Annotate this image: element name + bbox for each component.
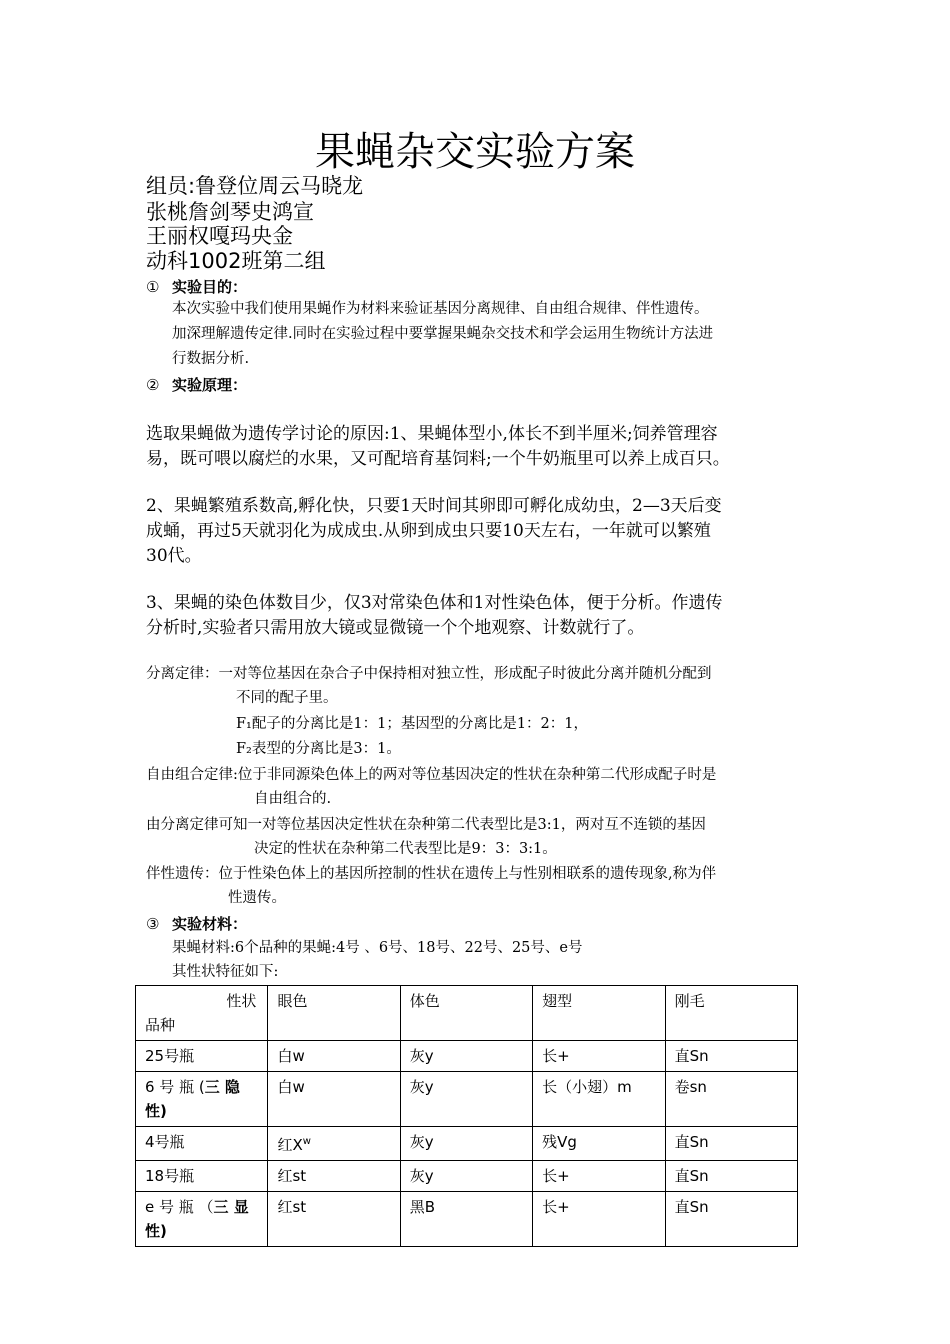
section-heading-materials bbox=[146, 913, 247, 935]
eye-color-cell: 红st bbox=[268, 1192, 400, 1247]
body-color-cell: 灰y bbox=[400, 1072, 532, 1127]
bristle-cell: 卷sn bbox=[665, 1072, 797, 1127]
trait-table bbox=[135, 985, 798, 1247]
eye-color-cell: 红st bbox=[268, 1161, 400, 1192]
section-heading-text: 实验原理： bbox=[172, 376, 248, 394]
document-title: 果蝇杂交实验方案 bbox=[315, 129, 635, 175]
variety-note: 三 显 bbox=[213, 1198, 249, 1216]
law-line: 性遗传。 bbox=[228, 890, 286, 906]
bristle-cell: 直Sn bbox=[665, 1161, 797, 1192]
paragraph-line: 分析时,实验者只需用放大镜或显微镜一个个地观察、计数就行了。 bbox=[146, 618, 645, 638]
column-header: 刚毛 bbox=[665, 986, 797, 1041]
variety-cell bbox=[136, 1072, 268, 1127]
wing-type-cell: 长+ bbox=[533, 1192, 665, 1247]
column-header: 体色 bbox=[400, 986, 532, 1041]
section-heading-principle bbox=[146, 374, 247, 396]
law-line: F₂表型的分离比是3：1。 bbox=[236, 741, 401, 757]
eye-color-cell: 白w bbox=[268, 1041, 400, 1072]
body-color-cell: 灰y bbox=[400, 1127, 532, 1161]
variety-cell bbox=[136, 1192, 268, 1247]
variety-cell: 18号瓶 bbox=[136, 1161, 268, 1192]
eye-color-cell bbox=[268, 1127, 400, 1161]
paragraph-line: 选取果蝇做为遗传学讨论的原因:1、果蝇体型小,体长不到半厘米;饲养管理容 bbox=[146, 424, 718, 444]
paragraph-line: 易，既可喂以腐烂的水果，又可配培育基饲料;一个牛奶瓶里可以养上成百只。 bbox=[146, 449, 730, 469]
paragraph-line: 行数据分析. bbox=[172, 351, 250, 367]
law-line: 自由组合的. bbox=[254, 791, 332, 807]
paragraph-line: 2、果蝇繁殖系数高,孵化快，只要1天时间其卵即可孵化成幼虫，2—3天后变 bbox=[146, 496, 722, 516]
members-line: 张桃詹剑琴史鸿宣 bbox=[146, 200, 314, 224]
body-color-cell: 黑B bbox=[400, 1192, 532, 1247]
table-row bbox=[136, 1041, 798, 1072]
variety-name: e 号 瓶 （ bbox=[145, 1198, 214, 1216]
variety-note: 三 隐 bbox=[204, 1078, 240, 1096]
table-header-corner bbox=[136, 986, 268, 1041]
table-row bbox=[136, 1192, 798, 1247]
materials-line: 果蝇材料:6个品种的果蝇:4号 、6号、18号、22号、25号、e号 bbox=[172, 940, 583, 956]
eye-color-value: 红X bbox=[277, 1136, 303, 1154]
paragraph-line: 30代。 bbox=[146, 546, 202, 566]
wing-type-cell: 长+ bbox=[533, 1161, 665, 1192]
law-line: 自由组合定律:位于非同源染色体上的两对等位基因决定的性状在杂种第二代形成配子时是 bbox=[146, 767, 717, 783]
materials-line: 其性状特征如下: bbox=[172, 964, 279, 980]
eye-color-superscript: w bbox=[302, 1136, 311, 1147]
eye-color-cell: 白w bbox=[268, 1072, 400, 1127]
paragraph-line: 3、果蝇的染色体数目少，仅3对常染色体和1对性染色体，便于分析。作遗传 bbox=[146, 593, 723, 613]
table-row bbox=[136, 1161, 798, 1192]
table-row bbox=[136, 1127, 798, 1161]
header-trait-label: 性状 bbox=[226, 992, 257, 1010]
law-line: 不同的配子里。 bbox=[236, 690, 338, 706]
members-line: 组员:鲁登位周云马晓龙 bbox=[146, 174, 364, 198]
variety-note: 性) bbox=[145, 1102, 167, 1120]
bristle-cell: 直Sn bbox=[665, 1041, 797, 1072]
wing-type-cell: 残Vg bbox=[533, 1127, 665, 1161]
section-heading-purpose bbox=[146, 276, 247, 298]
law-line: 分离定律：一对等位基因在杂合子中保持相对独立性，形成配子时彼此分离并随机分配到 bbox=[146, 666, 712, 682]
law-line: 伴性遗传：位于性染色体上的基因所控制的性状在遗传上与性别相联系的遗传现象,称为伴 bbox=[146, 866, 717, 882]
class-group-line: 动科1002班第二组 bbox=[146, 249, 326, 273]
wing-type-cell: 长（小翅）m bbox=[533, 1072, 665, 1127]
table-header-row bbox=[136, 986, 798, 1041]
bristle-cell: 直Sn bbox=[665, 1192, 797, 1247]
column-header: 眼色 bbox=[268, 986, 400, 1041]
column-header: 翅型 bbox=[533, 986, 665, 1041]
law-line: 决定的性状在杂种第二代表型比是9：3：3:1。 bbox=[254, 841, 557, 857]
law-line: F₁配子的分离比是1：1；基因型的分离比是1：2：1， bbox=[236, 716, 588, 732]
body-color-cell: 灰y bbox=[400, 1041, 532, 1072]
bristle-cell: 直Sn bbox=[665, 1127, 797, 1161]
wing-type-cell: 长+ bbox=[533, 1041, 665, 1072]
section-number: ③ bbox=[146, 915, 160, 933]
variety-note: 性) bbox=[145, 1222, 167, 1240]
section-number: ① bbox=[146, 278, 160, 296]
members-line: 王丽权嘎玛央金 bbox=[146, 224, 293, 248]
variety-name: 6 号 瓶 ( bbox=[145, 1078, 205, 1096]
section-number: ② bbox=[146, 376, 160, 394]
header-variety-label: 品种 bbox=[145, 1016, 176, 1034]
variety-cell: 25号瓶 bbox=[136, 1041, 268, 1072]
law-line: 由分离定律可知一对等位基因决定性状在杂种第二代表型比是3:1，两对互不连锁的基因 bbox=[146, 817, 706, 833]
variety-cell: 4号瓶 bbox=[136, 1127, 268, 1161]
table-row bbox=[136, 1072, 798, 1127]
section-heading-text: 实验材料： bbox=[172, 915, 248, 933]
section-heading-text: 实验目的： bbox=[172, 278, 248, 296]
paragraph-line: 成蛹，再过5天就羽化为成成虫.从卵到成虫只要10天左右，一年就可以繁殖 bbox=[146, 521, 711, 541]
paragraph-line: 加深理解遗传定律.同时在实验过程中要掌握果蝇杂交技术和学会运用生物统计方法进 bbox=[172, 326, 714, 342]
paragraph-line: 本次实验中我们使用果蝇作为材料来验证基因分离规律、自由组合规律、伴性遗传。 bbox=[172, 301, 709, 317]
body-color-cell: 灰y bbox=[400, 1161, 532, 1192]
